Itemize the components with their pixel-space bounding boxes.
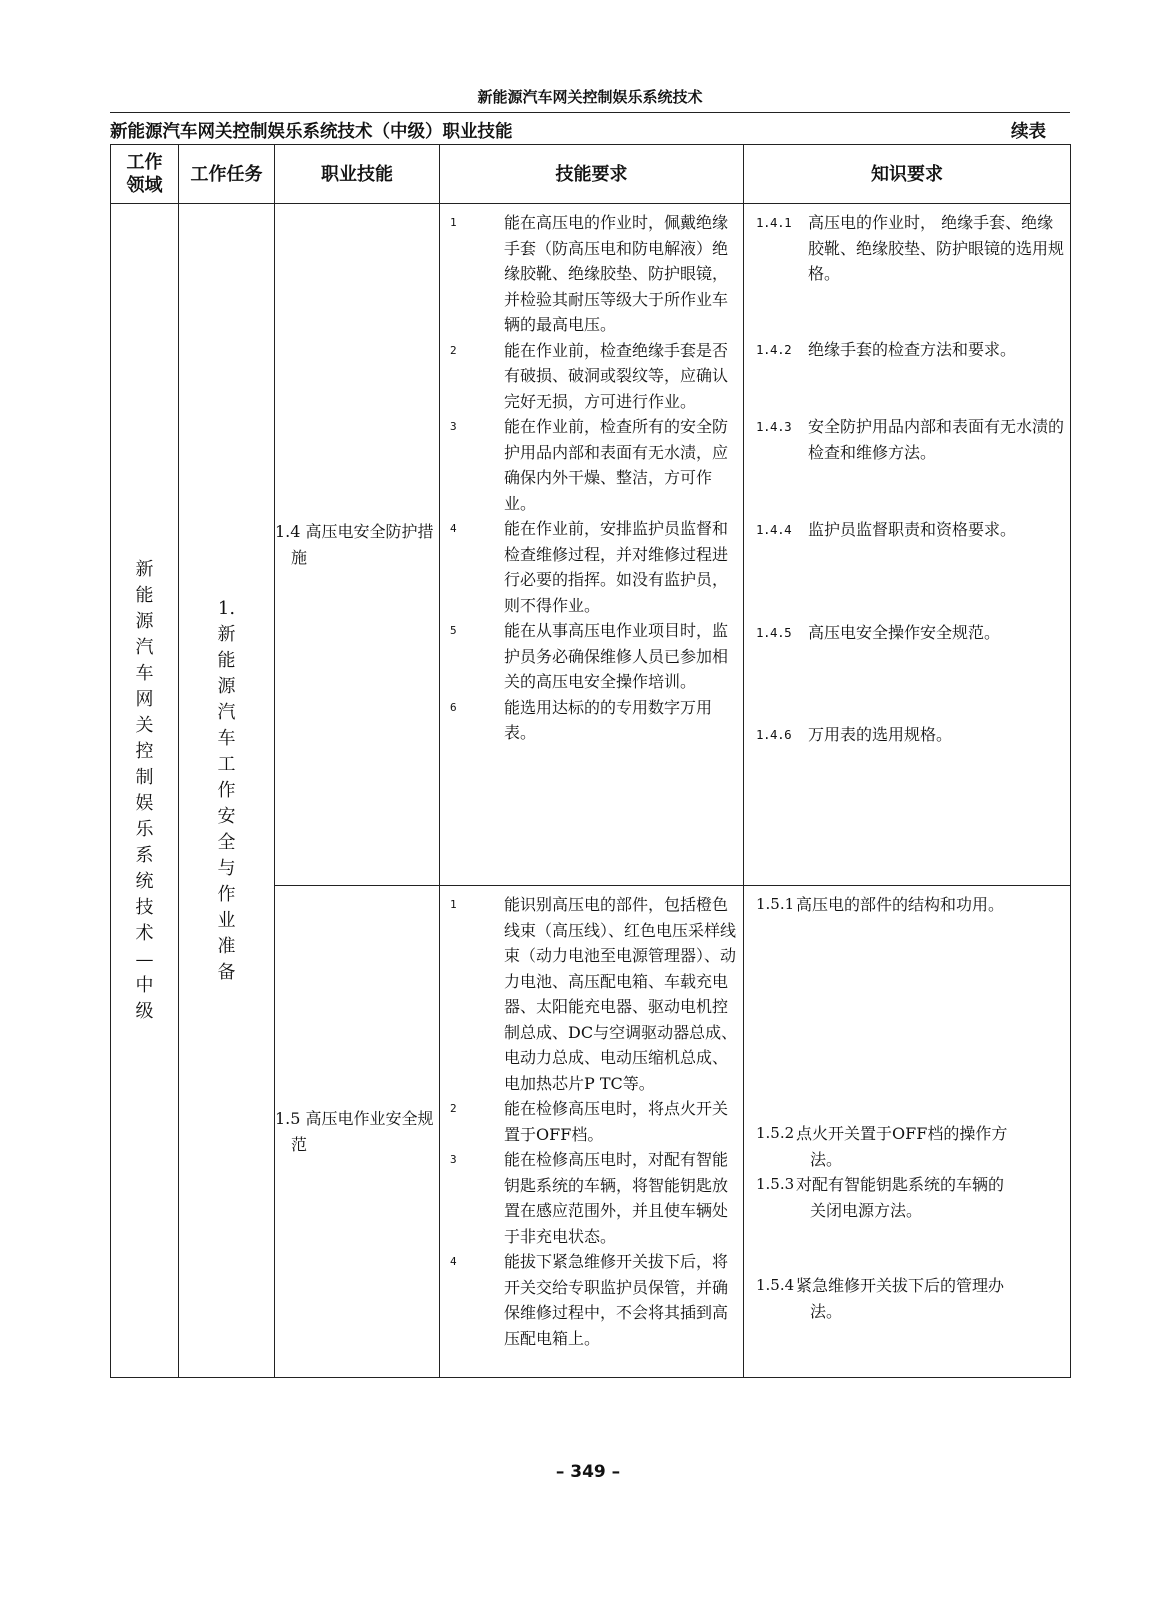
skill-item: 5 能在从事高压电作业项目时，监护员务必确保维修人员已参加相关的高压电安全操作培训。	[450, 621, 729, 691]
header-knowledge-requirements: 知识要求	[744, 145, 1071, 204]
knowledge-requirements-cell	[744, 886, 1071, 1378]
skill-requirements-cell	[440, 886, 744, 1378]
table-row	[111, 204, 1071, 886]
header-task: 工作任务	[179, 145, 275, 204]
work-task-cell	[179, 204, 275, 1378]
skill-requirements-cell	[440, 204, 744, 886]
skill-item: 6 能选用达标的的专用数字万用表。	[450, 697, 713, 742]
skill-item: 2 能在作业前，检查绝缘手套是否有破损、破洞或裂纹等，应确认完好无损，方可进行作业。	[450, 340, 729, 411]
skill-cell	[275, 204, 440, 886]
knowledge-item: 1.4.1 高压电的作业时， 绝缘手套、绝缘胶靴、绝缘胶垫、防护眼镜的选用规格。	[756, 213, 1065, 283]
knowledge-item: 1.5.1 高压电的部件的结构和功用。	[756, 895, 1005, 914]
skill-item: 3 能在检修高压电时，对配有智能钥匙系统的车辆，将智能钥匙放置在感应范围外，并且使车辆处于非充电状态。	[450, 1150, 729, 1246]
skill-item: 1 能识别高压电的部件，包括橙色线束（高压线）、红色电压采样线束（动力电池至电源管理器）、动力电池、高压配电箱、车载充电器、太阳能充电器、驱动电机控制总成、DC与空调驱动器总成、电动力总成、电动压缩机总成、电加热芯片P TC等。	[450, 895, 738, 1093]
knowledge-item: 1.4.5 高压电安全操作安全规范。	[756, 623, 1001, 642]
skill-item: 2 能在检修高压电时，将点火开关置于OFF档。	[450, 1099, 729, 1144]
work-domain-cell	[111, 204, 179, 1378]
knowledge-item: 1.4.3 安全防护用品内部和表面有无水渍的检查和维修方法。	[756, 417, 1065, 462]
skill-item: 3 能在作业前，检查所有的安全防护用品内部和表面有无水渍，应确保内外干燥、整洁，方可作业。	[450, 417, 729, 513]
table-header-row	[111, 145, 1071, 204]
running-header: 新能源汽车网关控制娱乐系统技术	[477, 88, 703, 106]
skill-label: 1.4 高压电安全防护措施	[275, 521, 434, 567]
knowledge-item: 1.4.4 监护员监督职责和资格要求。	[756, 520, 1017, 539]
knowledge-item: 1.5.4 紧急维修开关拔下后的管理办 法。	[756, 1276, 1005, 1321]
table-title: 新能源汽车网关控制娱乐系统技术（中级）职业技能	[110, 122, 513, 142]
skill-item: 1 能在高压电的作业时，佩戴绝缘手套（防高压电和防电解液）绝缘胶靴、绝缘胶垫、防护眼镜，并检验其耐压等级大于所作业车辆的最高电压。	[450, 213, 729, 334]
skill-item: 4 能拔下紧急维修开关拔下后，将开关交给专职监护员保管，并确保维修过程中，不会将其插到高压配电箱上。	[450, 1252, 729, 1348]
header-skill: 职业技能	[275, 145, 440, 204]
skill-cell	[275, 886, 440, 1378]
skill-label: 1.5 高压电作业安全规范	[275, 1108, 434, 1154]
skills-table	[110, 144, 1071, 1378]
knowledge-requirements-cell	[744, 204, 1071, 886]
header-domain: 工作领域	[111, 145, 179, 204]
work-domain: 新能源汽车网关控制娱乐系统技术—中级	[135, 558, 154, 1022]
page-number: – 349 –	[555, 1462, 621, 1482]
knowledge-item: 1.5.3 对配有智能钥匙系统的车辆的 关闭电源方法。	[756, 1175, 1005, 1220]
knowledge-item: 1.4.2 绝缘手套的检查方法和要求。	[756, 340, 1017, 359]
header-rule	[110, 112, 1070, 113]
skill-item: 4 能在作业前，安排监护员监督和检查维修过程，并对维修过程进行必要的指挥。如没有监护员，则不得作业。	[450, 519, 729, 615]
header-skill-requirements: 技能要求	[440, 145, 744, 204]
knowledge-item: 1.5.2 点火开关置于OFF档的操作方 法。	[756, 1124, 1008, 1169]
knowledge-item: 1.4.6 万用表的选用规格。	[756, 725, 953, 744]
continued-label: 续表	[1011, 122, 1046, 142]
work-task: 1.新能源汽车工作安全与作业准备	[217, 597, 236, 983]
